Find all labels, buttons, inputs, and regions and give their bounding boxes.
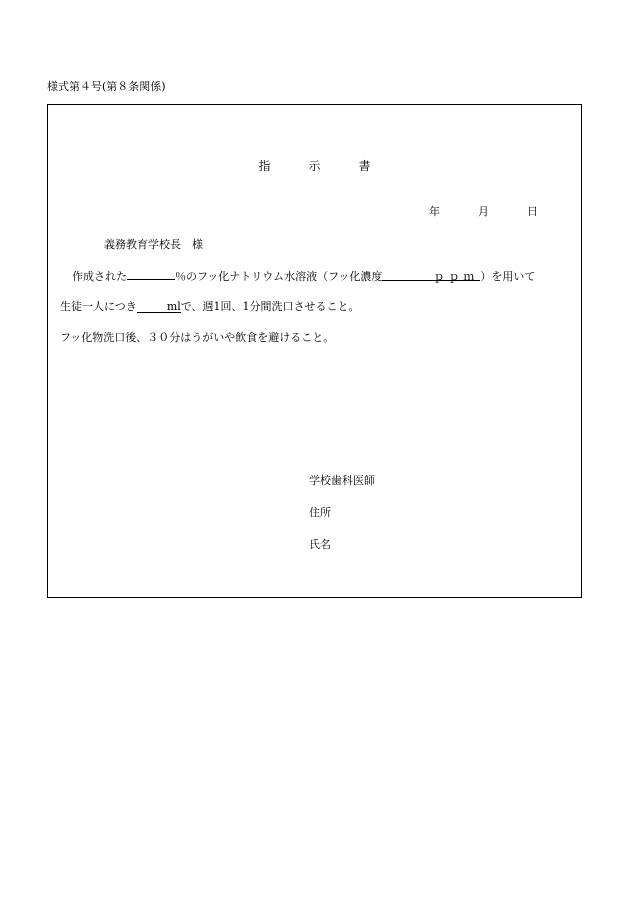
title-char-2: 示	[308, 159, 321, 173]
ppm-blank[interactable]	[382, 268, 480, 281]
percent-blank[interactable]	[127, 267, 175, 280]
title-char-1: 指	[258, 159, 271, 173]
addressee: 義務教育学校長 様	[104, 238, 203, 251]
signature-title: 学校歯科医師	[309, 474, 375, 487]
title-char-3: 書	[358, 159, 371, 173]
instruction-document-frame	[47, 104, 582, 598]
date-month-label: 月	[478, 205, 489, 218]
line2-prefix: 生徒一人につき	[60, 300, 137, 313]
line2-suffix: で、週1回、1分間洗口させること。	[180, 300, 360, 313]
ml-blank[interactable]	[137, 300, 181, 313]
date-day-label: 日	[527, 205, 538, 218]
signature-address-label: 住所	[309, 506, 331, 519]
line1-suffix: ）を用いて	[480, 270, 536, 283]
date-line	[429, 203, 538, 219]
ppm-unit: ｐｐｍ	[433, 270, 479, 283]
ml-unit: ml	[166, 300, 181, 313]
document-title	[48, 157, 581, 174]
line1-prefix: 作成された	[72, 270, 127, 283]
line1-percent-text: ％のフッ化ナトリウム水溶液（フッ化濃度	[175, 270, 383, 283]
instruction-line-3: フッ化物洗口後、３０分はうがいや飲食を避けること。	[60, 331, 335, 344]
form-number-label: 様式第４号(第８条関係)	[47, 80, 166, 93]
instruction-line-2	[60, 298, 360, 314]
signature-name-label: 氏名	[309, 538, 331, 551]
instruction-line-1	[72, 267, 535, 284]
date-year-label: 年	[429, 205, 440, 218]
